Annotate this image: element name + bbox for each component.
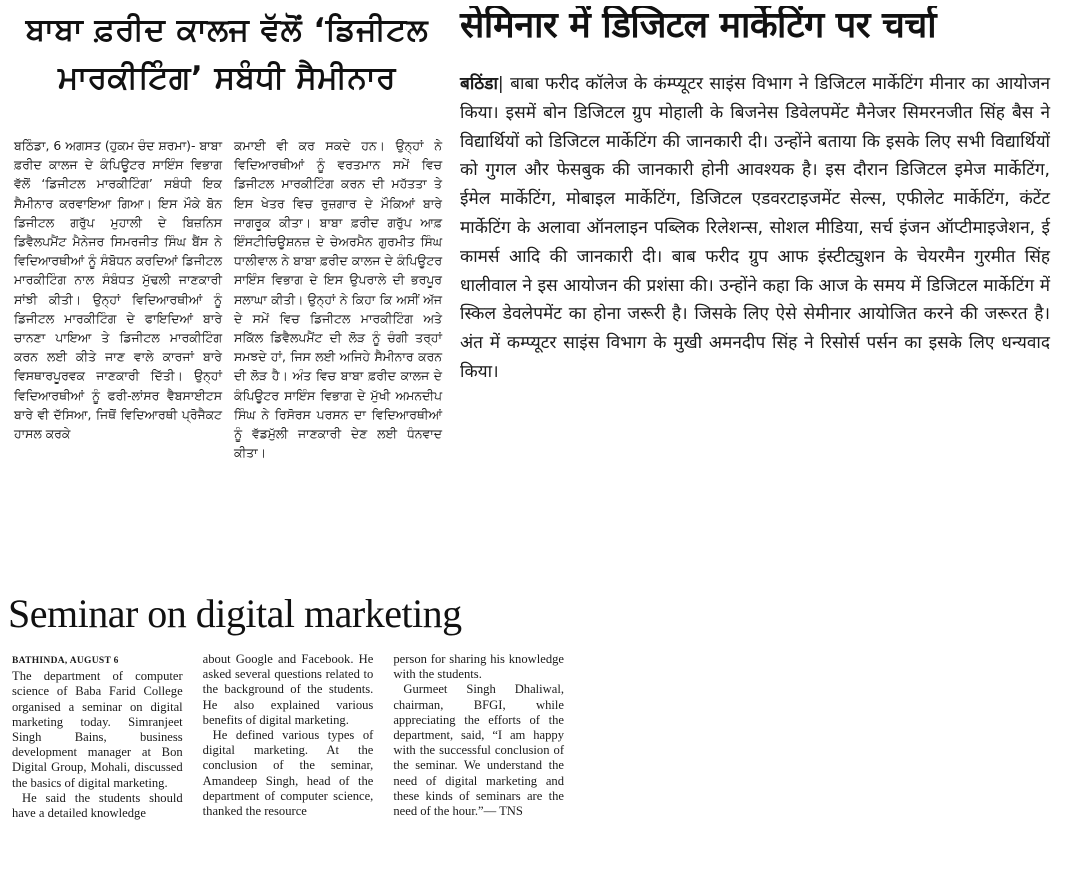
english-dateline: BATHINDA, AUGUST 6 xyxy=(12,656,119,666)
punjabi-column-1: ਬਠਿੰਡਾ, 6 ਅਗਸਤ (ਹੁਕਮ ਚੰਦ ਸ਼ਰਮਾ)- ਬਾਬਾ ਫ਼ਰੀਦ ਕਾਲਜ ਦੇ ਕੰਪਿਊਟਰ ਸਾਇੰਸ ਵਿਭਾਗ ਵੱਲੋਂ ‘ਡਿਜੀਟਲ ਮਾਰਕੀਟਿੰਗ’ ਸਬੰਧੀ ਇਕ ਸੈਮੀਨਾਰ ਕਰਵਾਇਆ ਗਿਆ। ਇਸ ਮੌਕੇ ਬੋਨ ਡਿਜੀਟਲ ਗਰੁੱਪ ਮੁਹਾਲੀ ਦੇ ਬਿਜ਼ਨਿਸ ਡਿਵੈਲਪਮੈਂਟ ਮੈਨੇਜਰ ਸਿਮਰਜੀਤ ਸਿੰਘ ਬੈਂਸ ਨੇ ਵਿਦਿਆਰਥੀਆਂ ਨੂੰ ਸੰਬੋਧਨ ਕਰਦਿਆਂ ਡਿਜੀਟਲ ਮਾਰਕੀਟਿੰਗ ਨਾਲ ਸੰਬੰਧਤ ਮੁੱਢਲੀ ਜਾਣਕਾਰੀ ਸਾਂਝੀ ਕੀਤੀ। ਉਨ੍ਹਾਂ ਵਿਦਿਆਰਥੀਆਂ ਨੂੰ ਡਿਜੀਟਲ ਮਾਰਕੀਟਿੰਗ ਦੇ ਫਾਇਦਿਆਂ ਬਾਰੇ ਚਾਨਣਾ ਪਾਇਆ ਤੇ ਡਿਜੀਟਲ ਮਾਰਕੀਟਿੰਗ ਕਰਨ ਲਈ ਕੀਤੇ ਜਾਣ ਵਾਲੇ ਕਾਰਜਾਂ ਬਾਰੇ ਵਿਸਥਾਰਪੂਰਵਕ ਜਾਣਕਾਰੀ ਦਿੱਤੀ। ਉਨ੍ਹਾਂ ਵਿਦਿਆਰਥੀਆਂ ਨੂੰ ਫਰੀ-ਲਾਂਸਰ ਵੈਬਸਾਈਟਸ ਬਾਰੇ ਵੀ ਦੱਸਿਆ, ਜਿਥੋਂ ਵਿਦਿਆਰਥੀ ਪ੍ਰੋਜੈਕਟ ਹਾਸਲ ਕਰਕੇ xyxy=(14,138,222,442)
hindi-headline: सेमिनार में डिजिटल मार्केटिंग पर चर्चा xyxy=(460,6,937,46)
punjabi-headline: ਬਾਬਾ ਫ਼ਰੀਦ ਕਾਲਜ ਵੱਲੋਂ ‘ਡਿਜੀਟਲ ਮਾਰਕੀਟਿੰਗ’ ਸਬੰਧੀ ਸੈਮੀਨਾਰ xyxy=(25,12,429,97)
english-headline: Seminar on digital marketing xyxy=(8,592,462,636)
hindi-dateline: बठिंडा xyxy=(460,74,498,94)
hindi-news-clipping xyxy=(456,6,1056,516)
english-news-clipping xyxy=(8,592,568,852)
english-body-columns xyxy=(12,652,564,821)
english-col3-para-2: Gurmeet Singh Dhaliwal, chairman, BFGI, while appreciating the efforts of the department, said, “I am happy with the successful conclusion of the seminar. We understand the need of digital marketing and these kinds of seminars are the need of the hour.”— TNS xyxy=(393,682,565,819)
english-col1-para-1 xyxy=(12,652,183,791)
english-col2-para-2: He defined various types of digital marketing. At the conclusion of the seminar, Amandeep Singh, head of the department of computer science, thanked the resource xyxy=(202,728,374,819)
punjabi-body-columns xyxy=(14,136,442,462)
english-col3-para-1: person for sharing his knowledge with the students. xyxy=(393,652,565,682)
punjabi-column-2: ਕਮਾਈ ਵੀ ਕਰ ਸਕਦੇ ਹਨ। ਉਨ੍ਹਾਂ ਨੇ ਵਿਦਿਆਰਥੀਆਂ ਨੂੰ ਵਰਤਮਾਨ ਸਮੇਂ ਵਿਚ ਡਿਜੀਟਲ ਮਾਰਕੀਟਿੰਗ ਕਰਨ ਦੀ ਮਹੱਤਤਾ ਤੇ ਇਸ ਖੇਤਰ ਵਿਚ ਰੁਜ਼ਗਾਰ ਦੇ ਮੌਕਿਆਂ ਬਾਰੇ ਜਾਗਰੂਕ ਕੀਤਾ। ਬਾਬਾ ਫ਼ਰੀਦ ਗਰੁੱਪ ਆਫ਼ ਇੰਸਟੀਚਿਊਸ਼ਨਜ਼ ਦੇ ਚੇਅਰਮੈਨ ਗੁਰਮੀਤ ਸਿੰਘ ਧਾਲੀਵਾਲ ਨੇ ਬਾਬਾ ਫ਼ਰੀਦ ਕਾਲਜ ਦੇ ਕੰਪਿਊਟਰ ਸਾਇੰਸ ਵਿਭਾਗ ਦੇ ਇਸ ਉਪਰਾਲੇ ਦੀ ਭਰਪੂਰ ਸਲਾਘਾ ਕੀਤੀ। ਉਨ੍ਹਾਂ ਨੇ ਕਿਹਾ ਕਿ ਅਸੀਂ ਅੱਜ ਦੇ ਸਮੇਂ ਵਿਚ ਡਿਜੀਟਲ ਮਾਰਕੀਟਿੰਗ ਅਤੇ ਸਕਿੱਲ ਡਿਵੈਲਪਮੈਂਟ ਦੀ ਲੋੜ ਨੂੰ ਚੰਗੀ ਤਰ੍ਹਾਂ ਸਮਝਦੇ ਹਾਂ, ਜਿਸ ਲਈ ਅਜਿਹੇ ਸੈਮੀਨਾਰ ਕਰਨ ਦੀ ਲੋੜ ਹੈ। ਅੰਤ ਵਿਚ ਬਾਬਾ ਫ਼ਰੀਦ ਕਾਲਜ ਦੇ ਕੰਪਿਊਟਰ ਸਾਇੰਸ ਵਿਭਾਗ ਦੇ ਮੁੱਖੀ ਅਮਨਦੀਪ ਸਿੰਘ ਨੇ ਰਿਸੋਰਸ ਪਰਸਨ ਦਾ ਵਿਦਿਆਰਥੀਆਂ ਨੂੰ ਵੱਡਮੁੱਲੀ ਜਾਣਕਾਰੀ ਦੇਣ ਲਈ ਧੰਨਵਾਦ ਕੀਤਾ। xyxy=(234,138,442,461)
english-col1-para-1-text: The department of computer science of Baba Farid College organised a seminar on digital marketing today. Simranjeet Singh Bains, business development manager at Bon Digital Group, Mohali, discussed the basics of digital marketing. xyxy=(12,669,183,790)
english-col2-para-1: about Google and Facebook. He asked several questions related to the background of the students. He also explained various benefits of digital marketing. xyxy=(202,652,374,727)
english-column-3 xyxy=(393,652,564,821)
english-column-2 xyxy=(203,652,374,821)
english-col1-para-2: He said the students should have a detailed knowledge xyxy=(12,790,183,821)
hindi-body-text: बाबा फरीद कॉलेज के कंम्प्यूटर साइंस विभाग ने डिजिटल मार्केटिंग मीनार का आयोजन किया। इसमें बोन डिजिटल ग्रुप मोहाली के बिजनेस डिवेलपमेंट मैनेजर सिमरनजीत सिंह बैस ने विद्यार्थियों को डिजिटल मार्केटिंग की जानकारी दी। उन्होंने बताया कि इसके लिए सभी विद्यार्थियों को गुगल और फेसबुक की जानकारी होनी आवश्यक है। इस दौरान डिजिटल इमेज मार्केटिंग, ईमेल मार्केटिंग, मोबाइल मार्केटिंग, डिजिटल एडवरटाइजमेंट सेल्स, एफीलेट मार्केटिंग, कंटेंट मार्केटिंग के अलावा ऑनलाइन पब्लिक रिलेशन्स, सोशल मीडिया, सर्च इंजन ऑप्टीमाइजेशन, ई कामर्स आदि की जानकारी दी। बाब फरीद ग्रुप आफ इंस्टीट्युशन के चेयरमैन गुरमीत सिंह धालीवाल ने इस आयोजन की प्रशंसा की। उन्होंने कहा कि आज के समय में डिजिटल मार्केटिंग में स्किल डेवलेपमेंट का होना जरूरी है। जिसके लिए ऐसे सेमीनार आयोजित करने की जरूरत है। अंत में कम्प्यूटर साइंस विभाग के मुखी अमनदीप सिंह ने रिसोर्स पर्सन का इसके लिए धन्यवाद किया। xyxy=(460,74,1050,382)
english-column-1 xyxy=(12,652,183,821)
hindi-body xyxy=(460,70,1050,387)
hindi-dateline-separator: | xyxy=(497,74,511,94)
punjabi-news-clipping xyxy=(8,6,446,566)
